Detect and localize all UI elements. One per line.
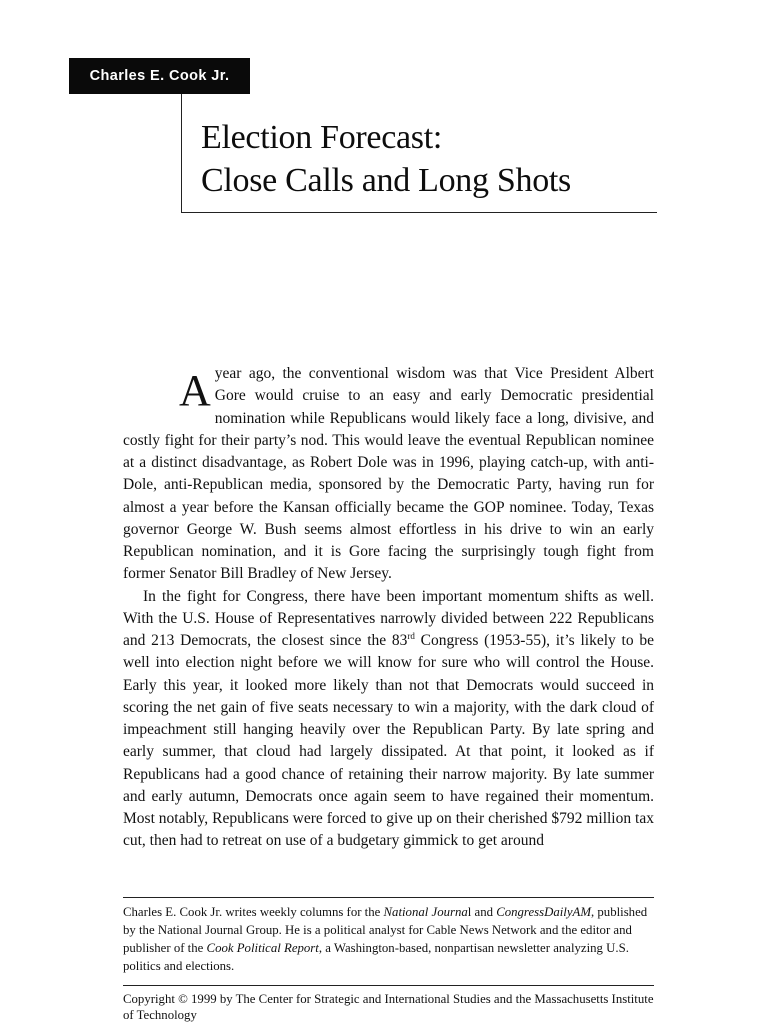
footnote-text-1: Charles E. Cook Jr. writes weekly columns for the <box>123 905 384 919</box>
footnote-text-2: l and <box>467 905 497 919</box>
copyright-notice: Copyright © 1999 by The Center for Strategic and International Studies and the Massachusetts Institute of Technology <box>123 992 654 1022</box>
paragraph-2-text-a: In the fight for Congress, there have been important momentum shifts as well. With the U.S. House of Representatives narrowly divided between 222 Republicans and 213 Democrats, the closest since the 83 <box>123 587 654 649</box>
author-label-box <box>69 58 250 94</box>
paragraph-2-text-b: Congress (1953-55), it’s likely to be well into election night before we will know for sure who will control the House. Early this year, it looked more likely than not that Democrats would succeed in scoring the net gain of five seats necessary to win a majority, with the dark cloud of impeachment still hanging heavily over the Republican Party. By late spring and early summer, that cloud had largely dissipated. At that point, it looked as if Republicans had a good chance of retaining their narrow majority. By late summer and early autumn, Democrats once again seem to have regained their momentum. Most notably, Republicans were forced to give up on their cherished $792 million tax cut, then had to retreat on use of a budgetary gimmick to get around <box>123 632 654 850</box>
footnote-text-3: , published by the National Journal Group. He is a political analyst for Cable News Network and the editor and publisher of the <box>123 905 648 955</box>
footnote-italic-national-journal: National Journa <box>383 905 468 919</box>
title-rule-horizontal <box>181 212 657 213</box>
author-label: Charles E. Cook Jr. <box>89 68 230 84</box>
drop-cap: A <box>179 366 211 415</box>
paragraph-1 <box>123 344 654 586</box>
footnote-text-4: , a Washington-based, nonpartisan newsletter analyzing U.S. politics and elections. <box>123 941 629 973</box>
footnote-italic-cook-political-report: Cook Political Report <box>206 941 319 955</box>
paragraph-1-text: year ago, the conventional wisdom was that Vice President Albert Gore would cruise to an easy and early Democratic presidential nomination while Republicans would likely face a long, divisive, and costly fight for their party’s nod. This would leave the eventual Republican nominee at a distinct disadvantage, as Robert Dole was in 1996, playing catch-up, with anti-Dole, anti-Republican media, sponsored by the Democratic Party, having run for almost a year before the Kansan officially became the GOP nominee. Today, Texas governor George W. Bush seems almost effortless in his drive to win an early Republican nomination, and it is Gore facing the surprisingly tough fight from former Senator Bill Bradley of New Jersey. <box>123 365 654 583</box>
author-footnote <box>123 903 654 975</box>
footnote-italic-congressdailyam: CongressDailyAM <box>496 905 591 919</box>
title-line-1: Election Forecast: <box>201 119 443 156</box>
title-rule-vertical <box>181 94 182 213</box>
article-title <box>201 116 651 202</box>
article-body <box>123 344 654 853</box>
title-line-2: Close Calls and Long Shots <box>201 162 571 199</box>
copyright-rule <box>123 985 654 986</box>
superscript-rd: rd <box>407 630 415 641</box>
paragraph-2 <box>123 586 654 853</box>
footnote-rule <box>123 897 654 898</box>
